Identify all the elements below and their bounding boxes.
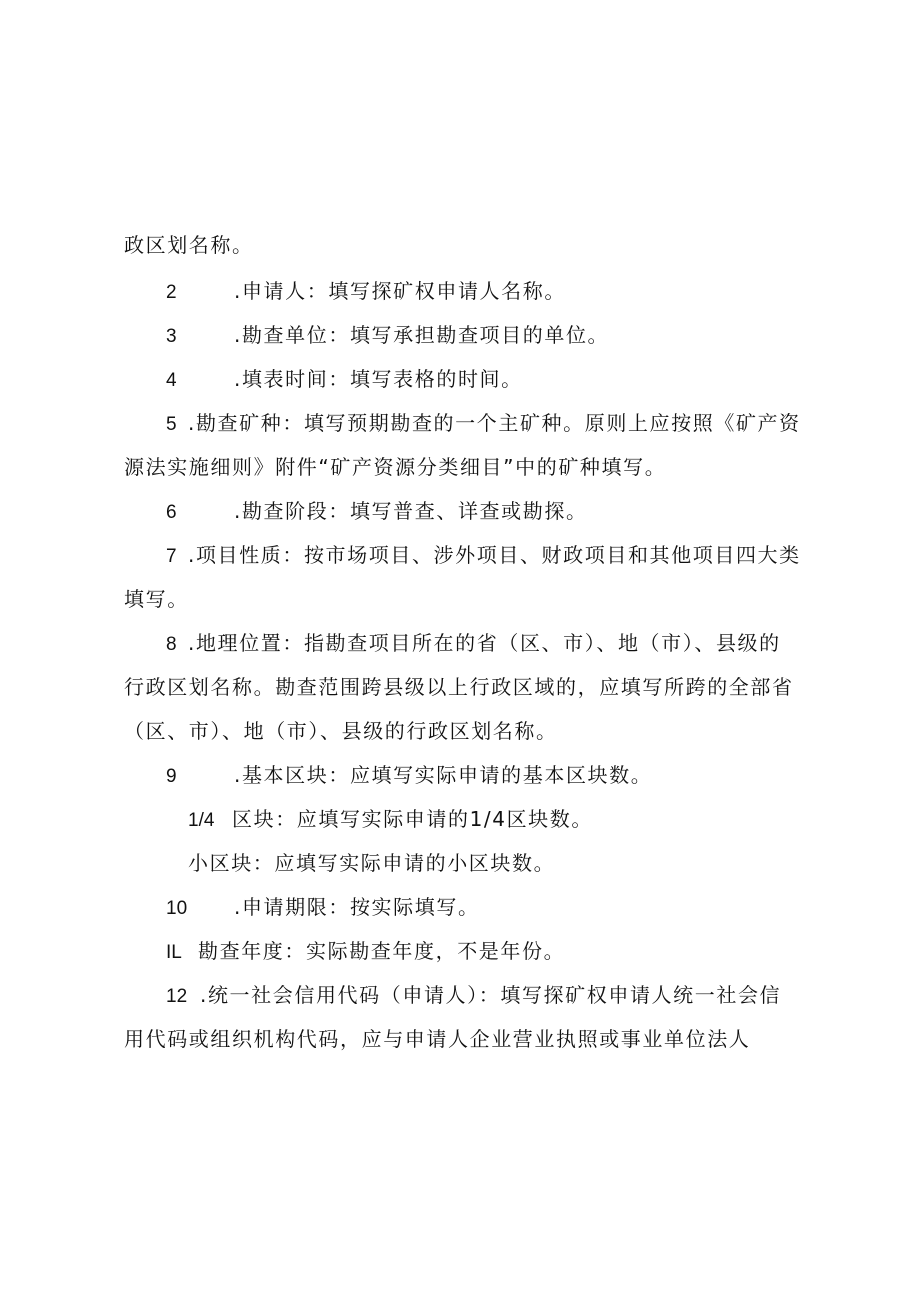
item-text: .地理位置：指勘查项目所在的省（区、市）、地（市）、县级的 [188, 631, 781, 655]
text-line [124, 452, 804, 482]
list-item [166, 320, 846, 350]
item-text: .勘查单位：填写承担勘查项目的单位。 [234, 323, 610, 347]
item-number: 12 [166, 986, 188, 1007]
list-item [166, 364, 846, 394]
item-number: 8 [166, 634, 177, 655]
text-line [124, 672, 804, 702]
list-item [166, 276, 846, 306]
text-line [124, 1024, 804, 1054]
list-item [166, 628, 846, 658]
line-text: （区、市）、地（市）、县级的行政区划名称。 [124, 719, 558, 743]
item-number: IL [166, 942, 182, 963]
item-number: 4 [166, 370, 177, 391]
list-item [166, 496, 846, 526]
line-text: 行政区划名称。勘查范围跨县级以上行政区域的，应填写所跨的全部省 [124, 675, 794, 699]
item-number: 6 [166, 502, 177, 523]
item-text: .勘查阶段：填写普查、详查或勘探。 [234, 499, 588, 523]
text-line [124, 230, 804, 260]
item-text: .申请期限：按实际填写。 [234, 895, 480, 919]
list-item [166, 540, 846, 570]
sub-item [188, 804, 868, 834]
item-text: 勘查年度：实际勘查年度，不是年份。 [198, 939, 566, 963]
item-text: 小区块：应填写实际申请的小区块数。 [188, 851, 556, 875]
list-item [166, 980, 846, 1010]
item-number: 5 [166, 414, 177, 435]
item-text: .申请人：填写探矿权申请人名称。 [234, 279, 566, 303]
item-text: .勘查矿种：填写预期勘查的一个主矿种。原则上应按照《矿产资 [188, 411, 801, 435]
line-text: 政区划名称。 [124, 233, 254, 257]
list-item [166, 936, 846, 966]
item-text: .基本区块：应填写实际申请的基本区块数。 [234, 763, 653, 787]
item-number: 3 [166, 326, 177, 347]
item-number: 2 [166, 282, 177, 303]
item-text: 区块：应填写实际申请的1/4区块数。 [232, 807, 593, 831]
line-text: 源法实施细则》附件“矿产资源分类细目”中的矿种填写。 [124, 455, 667, 479]
line-text: 用代码或组织机构代码，应与申请人企业营业执照或事业单位法人 [124, 1027, 751, 1051]
list-item [166, 760, 846, 790]
item-text: .统一社会信用代码（申请人）：填写探矿权申请人统一社会信 [200, 983, 782, 1007]
text-line [124, 584, 804, 614]
item-text: .项目性质：按市场项目、涉外项目、财政项目和其他项目四大类 [188, 543, 801, 567]
item-number: 1/4 [188, 810, 215, 831]
text-line [124, 716, 804, 746]
item-text: .填表时间：填写表格的时间。 [234, 367, 523, 391]
list-item [166, 892, 846, 922]
item-number: 10 [166, 898, 188, 919]
item-number: 7 [166, 546, 177, 567]
sub-item [188, 848, 868, 878]
item-number: 9 [166, 766, 177, 787]
line-text: 填写。 [124, 587, 189, 611]
list-item [166, 408, 846, 438]
